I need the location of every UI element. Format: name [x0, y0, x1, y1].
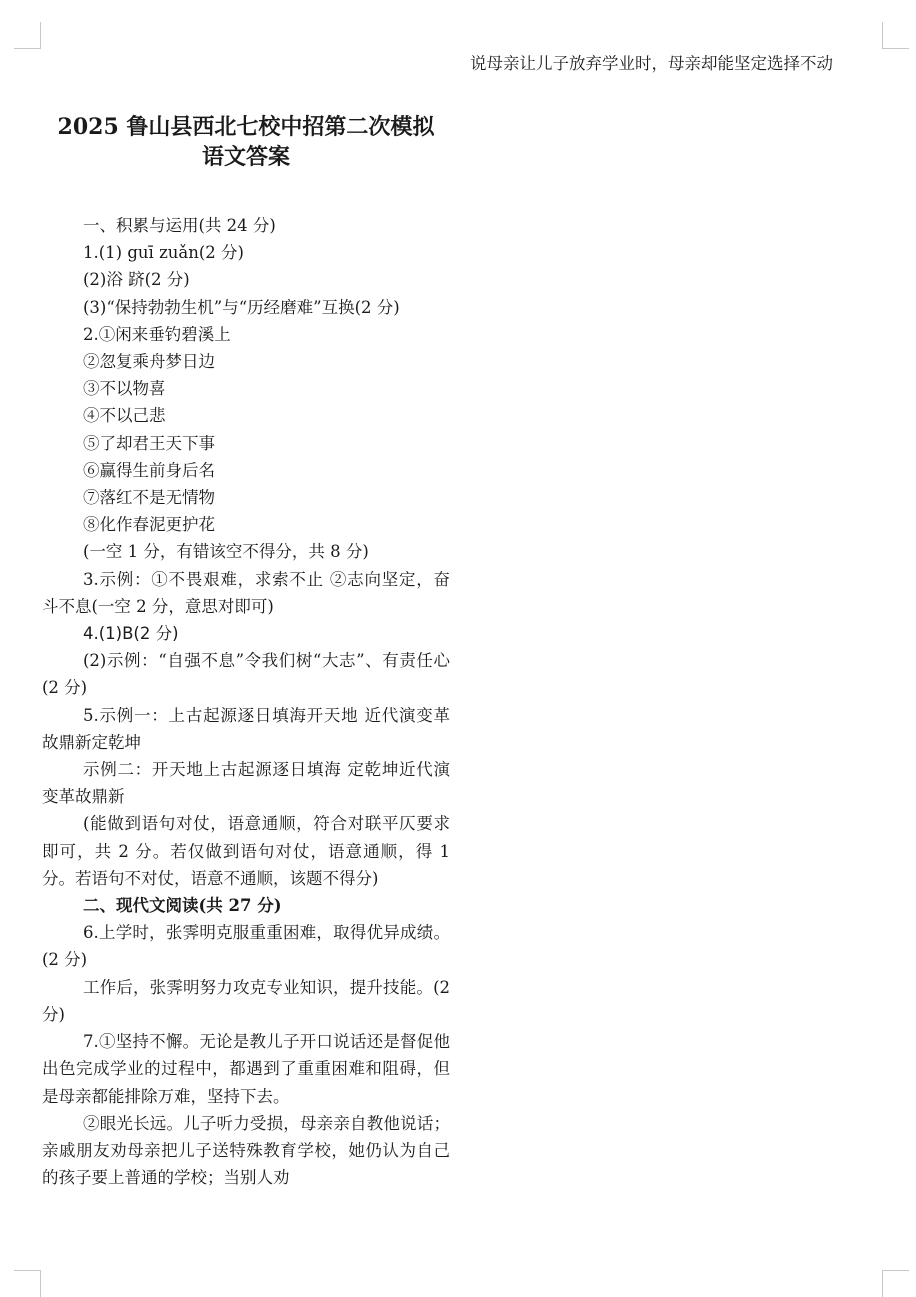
answer-1-2: (2)浴 跻(2 分): [83, 270, 190, 290]
answer-2-2: ②忽复乘舟梦日边: [83, 352, 215, 372]
title-spacer: [42, 172, 450, 212]
crop-mark-top-left: [14, 22, 41, 49]
answer-7-2-continued: 说母亲让儿子放弃学业时，母亲却能坚定选择不动: [470, 54, 833, 73]
answer-4-2: (2)示例：“自强不息”令我们树“大志”、有责任心(2 分): [42, 651, 450, 698]
answer-6-2: 工作后，张霁明努力攻克专业知识，提升技能。(2 分): [42, 977, 450, 1024]
left-column: [42, 112, 450, 1191]
crop-mark-bottom-left: [14, 1270, 41, 1297]
right-column: [470, 50, 882, 77]
doc-title-line1: 2025 鲁山县西北七校中招第二次模拟: [57, 114, 435, 140]
answer-2-1: 2.①闲来垂钓碧溪上: [83, 324, 231, 344]
section-heading-2: 二、现代文阅读(共 27 分): [83, 896, 282, 916]
section-heading-1: 一、积累与运用(共 24 分): [83, 216, 276, 235]
answer-2-4: ④不以己悲: [83, 406, 166, 426]
answer-3: 3.示例：①不畏艰难，求索不止 ②志向坚定，奋斗不息(一空 2 分，意思对即可): [42, 569, 450, 616]
answer-2-7: ⑦落红不是无情物: [83, 488, 215, 508]
answer-6-1: 6.上学时，张霁明克服重重困难，取得优异成绩。(2 分): [42, 923, 450, 970]
answer-2-5: ⑤了却君王天下事: [83, 433, 215, 453]
answer-7-2: ②眼光长远。儿子听力受损，母亲亲自教他说话；亲戚朋友劝母亲把儿子送特殊教育学校，她仍认为自己的孩子要上普通的学校；当别人劝: [42, 1113, 450, 1188]
answer-1-3: (3)“保持勃勃生机”与“历经磨难”互换(2 分): [83, 297, 400, 317]
answer-5-example-1: 5.示例一：上古起源逐日填海开天地 近代演变革故鼎新定乾坤: [42, 705, 450, 752]
doc-title: [42, 112, 450, 172]
answer-2-3: ③不以物喜: [83, 379, 166, 399]
crop-mark-bottom-right: [882, 1270, 909, 1297]
answer-1-1: 1.(1) guī zuǎn(2 分): [83, 243, 244, 263]
answer-2-8: ⑧化作春泥更护花: [83, 515, 215, 535]
answer-7-1: 7.①坚持不懈。无论是教儿子开口说话还是督促他出色完成学业的过程中，都遇到了重重困难和阻碍，但是母亲都能排除万难，坚持下去。: [42, 1032, 450, 1106]
answer-5-example-2: 示例二：开天地上古起源逐日填海 定乾坤近代演变革故鼎新: [42, 760, 450, 807]
crop-mark-top-right: [882, 22, 909, 49]
scoring-note-2: (一空 1 分，有错该空不得分，共 8 分): [83, 542, 369, 562]
doc-title-line2: 语文答案: [201, 144, 290, 170]
answer-2-6: ⑥赢得生前身后名: [83, 460, 215, 480]
scoring-note-5: (能做到语句对仗，语意通顺，符合对联平仄要求即可，共 2 分。若仅做到语句对仗，语意通顺，得 1 分。若语句不对仗，语意不通顺，该题不得分): [42, 814, 450, 888]
answer-4-1: 4.(1)B(2 分): [83, 624, 179, 644]
